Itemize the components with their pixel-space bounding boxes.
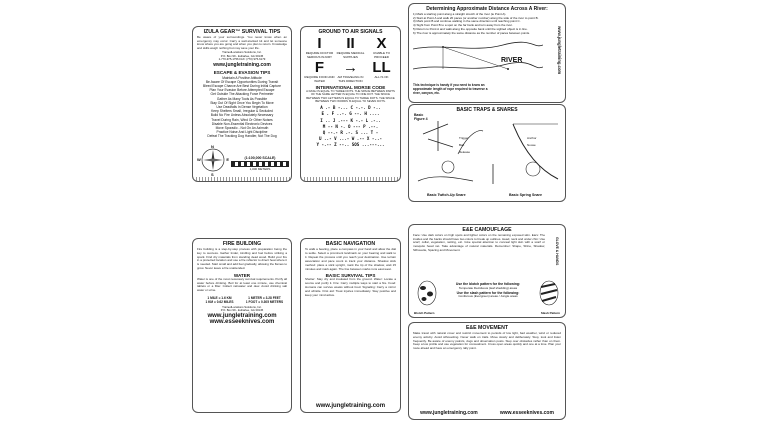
- vertical-website: www.jungletraining.com: [557, 26, 562, 75]
- izula-survival-card: [192, 26, 292, 182]
- trap-labels-right: Anchor Noose: [527, 136, 537, 147]
- spring-snare-caption: Basic Spring Snare: [509, 193, 542, 197]
- ground-air-signals-card: [300, 26, 401, 182]
- fire-text: Fire building is a step-by-step process with preparation being the key to success. Gather tinder, kindling and fuel before striking a spark. Find dry materials from standing dead wood. Build your fire in a protected location and use a fire reflector to direct heat where it is needed. Start small and add fuel gradually, allowing the flames to grow. Never leave a fire unattended.: [197, 247, 287, 270]
- izula-website: www.jungletraining.com: [213, 61, 271, 68]
- camo-title: E&E CAMOUFLAGE: [462, 227, 512, 233]
- snare-diagram-icon: [413, 119, 563, 189]
- camouflage-card: [408, 224, 566, 318]
- fire-title: FIRE BUILDING: [222, 241, 262, 247]
- conversion-table: 1 MILE = 1.6 KM 1 METER = 3.28 FEET 1 KM = 0.62 MILES 1 FOOT = 0.305 METERS: [205, 295, 284, 304]
- izula-intro: Be aware of your surroundings. You never know when an emergency may occur. Carry a well-stocked kit and let someone know where you are going and when you plan to return. Knowledge and skills weigh nothing but may save your life.: [197, 35, 287, 50]
- camo-example: Use the blotch pattern for the following: Temperate Deciduous (leaf shedding) areas Use the slash pattern for the following: Coniferous (Evergreen) areas / Jungle areas: [455, 282, 521, 299]
- movement-text: Make travel with natural cover and restrict movement to periods of low light, bad weather, wind or reduced enemy activity. Avoid silhouetting. Never walk on trails. Move slowly and deliberately. Stop, look and listen frequently. Be aware of enemy patrols, dogs and observation posts. Step over obstacles rather than on them. Keep a low profile and use vegetation for concealment. Cross open areas quickly and one at a time. Plan your route ahead and have an emergency rally point.: [413, 331, 561, 351]
- distance-note: This technique is handy if you need to know an approximate length of rope required to traverse a river, canyon, etc.: [413, 83, 488, 95]
- navigation-title: BASIC NAVIGATION: [325, 241, 376, 247]
- signals-grid: [301, 36, 400, 83]
- movement-card: [408, 322, 566, 420]
- map-scale: (1:100,000 SCALE) 1,000 METERS: [231, 156, 289, 171]
- izula-company: TrainedLocations Solutions, Inc. P.O. Box 99 - Euharlee, GA 30145 1-770-975-1756 FAX: (770) 975-6179: [218, 50, 266, 62]
- camo-side-label: GLOVE & HANDS: [555, 237, 559, 266]
- ruler-ticks: [301, 177, 400, 181]
- movement-title: E&E MOVEMENT: [465, 325, 509, 331]
- signal-item: → AM TRAVELING IN THIS DIRECTION: [337, 59, 364, 83]
- blotch-label: Blotch Pattern: [414, 311, 435, 315]
- signal-item: X UNABLE TO PROCEED: [373, 35, 390, 59]
- navigation-website: www.jungletraining.com: [315, 403, 386, 409]
- fire-building-card: [192, 238, 292, 413]
- blotch-face-icon: [415, 279, 439, 309]
- distance-steps: 1) Mark a starting point along a straight stretch of the river (ie Point A). 2) Start at Point A and walk 20 paces (or another number) along the side of the river to point B. 3) Mark point B and continue walking in the same direction until reaching point C. 4) Sight from Point B to a spot on the far bank and turn away from the river. 5) Return to Point A and walk along the opposite bank until the sighted object is in line. 6) The river is approximately the same distance as the number of paces between points.: [413, 12, 539, 35]
- morse-table: A .- B -... C -.-. D -.. E . F ..-. G --. H .... I .. J .--- K -.- L .-.. M -- N -. O --- P .--. Q --.- R .-. S ... T - U ..- V ...- W .-- X -..- Y -.-- Z --.. SOS ...---...: [316, 105, 385, 148]
- river-distance-card: [408, 3, 566, 103]
- survival-tips-text: Shelter: Stay dry and insulated from the ground. Water: Locate a source and purify it. Fire: Carry multiple ways to start a fire. Food: Humans can survive weeks without food. Signaling: Carry a mirror and whistle. First aid: Treat injuries immediately. Stay positive and keep your mind active.: [305, 277, 396, 298]
- traps-snares-card: [408, 104, 566, 202]
- izula-title: IZULA GEAR™ SURVIVAL TIPS: [203, 29, 281, 35]
- signal-item: LL ALL IS OK: [372, 59, 391, 79]
- escape-list: Maintain A Positive Attitude Be Aware Of Escape Opportunities During Transit Bleed Escape Chance Are Best During Initial Capture Plan Your Evasion Before Attempted Escape Get Outside The Attacking Force Perimeter Gather As Many Tools As Possible Stay Out Of Sight Once You Begin To Move Use Deadfalls In Dense Vegetation Keep Shelters Small, Irregular & Secluded Build No Fire Unless Absolutely Necessary Travel During Rain, Wind Or Other Noises Disable Non-Essential Electronic Devices Move Sporadic - Not On An Azimuth Practice Noise And Light Discipline Defeat The Tracking Dog Handler, Not The Dog: [203, 75, 281, 139]
- slash-face-icon: [537, 279, 561, 309]
- signals-title: GROUND TO AIR SIGNALS: [318, 29, 383, 35]
- water-text: Water is one of the most necessary survival requirements. Purify all water before drinking. Boil for at least one minute, use chemical tablets or a filter. Collect rainwater and dew. Avoid drinking salt water or urine.: [197, 276, 287, 293]
- trap-labels: Trigger Bait Release: [459, 136, 471, 154]
- fire-website-2: www.esseeknives.com: [209, 318, 275, 325]
- movement-websites: [409, 410, 565, 416]
- escape-title: ESCAPE & EVASION TIPS: [213, 69, 271, 75]
- traps-title: BASIC TRAPS & SNARES: [456, 107, 518, 113]
- morse-title: INTERNATIONAL MORSE CODE: [315, 85, 386, 90]
- river-label: RIVER: [501, 57, 523, 64]
- signal-item: I REQUIRE DOCTOR SERIOUS INJURY: [305, 35, 334, 59]
- signal-item: F REQUIRE FOOD AND WATER: [304, 59, 335, 83]
- movement-website: www.jungletraining.com: [420, 410, 478, 416]
- water-title: WATER: [233, 272, 251, 278]
- camo-text: Face: Use dark colors on high spots and lighter colors on the remaining exposed skin. Ears: The insides and the backs should have two colors to break up outlines. Head, neck and under chin: Use scarf, collar, vegetation, netting, etc. Give special attention to conceal light skin with a scarf or mosquito head net. Take advantage of natural materials. Remember: Shape, Shine, Shadow, Silhouette, Spacing and Movement.: [413, 233, 545, 252]
- fire-website: www.jungletraining.com: [207, 312, 277, 319]
- twitch-up-caption: Basic Twitch-Up Snare: [427, 193, 466, 197]
- morse-note: A DASH IS EQUAL TO THREE DOTS. THE SPACE BETWEEN PARTS OF THE SAME LETTER IS EQUAL TO ONE DOT. THE SPACE BETWEEN TWO LETTERS IS EQUAL TO THREE DOTS. THE SPACE BETWEEN TWO WORDS IS EQUAL TO SEVEN DOTS.: [306, 89, 395, 103]
- basic-navigation-card: [300, 238, 401, 413]
- compass-icon: [198, 145, 228, 175]
- slash-label: Slash Pattern: [540, 311, 560, 315]
- movement-website-2: www.esseeknives.com: [499, 410, 554, 416]
- distance-title: Determining Approximate Distance Across A River:: [426, 6, 548, 12]
- figure4-label: Basic Figure 4: [414, 113, 428, 121]
- fire-company: TrainedLocations Solutions, Inc. P.O. Box 99 - Euharlee, GA 30145: [220, 304, 264, 313]
- compass-rose: N E S W: [197, 144, 229, 177]
- survival-tips-title: BASIC SURVIVAL TIPS: [325, 273, 376, 279]
- river-diagram-icon: [413, 39, 543, 81]
- navigation-text: To walk a bearing, place a compass in your hand and allow the dial to settle. Select a prominent landmark on your bearing and walk to it. Repeat the process until you reach your destination. Use terrain association and pace count to track your distance. Shadow stick method: place a stick upright, mark the tip of the shadow, wait 15 minutes and mark again. The line between marks runs east-west.: [305, 247, 396, 271]
- ruler-ticks: [193, 177, 291, 181]
- signal-item: II REQUIRE MEDICAL SUPPLIES: [336, 35, 365, 59]
